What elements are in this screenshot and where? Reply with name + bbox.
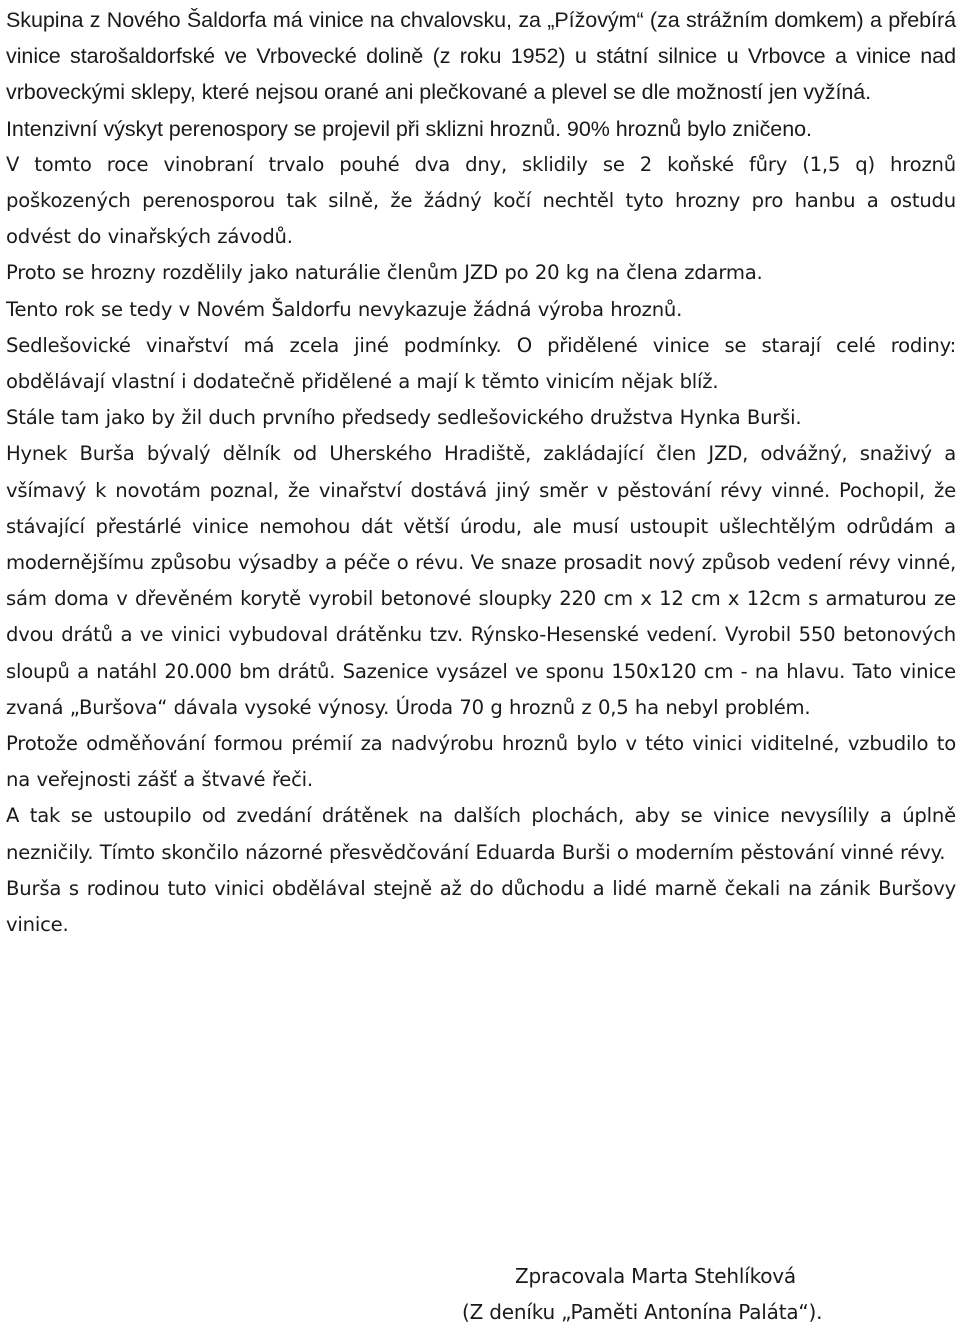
paragraph-distribution: Proto se hrozny rozdělily jako naturálie členům JZD po 20 kg na člena zdarma.	[6, 261, 763, 285]
paragraph-hynek-bursa: Hynek Burša bývalý dělník od Uherského Hradiště, zakládající člen JZD, odvážný, snaživý a všímavý k novotám poznal, že vinařství dostává jiný směr v pěstování révy vinné. Pochopil, že stávající přestárlé vinice nemohou dát větší úrodu, ale musí ustoupit ušlechtělým odrůdám a modernějšímu způsobu výsadby a péče o révu. Ve snaze prosadit nový způsob vedení révy vinné, sám doma v dřevěném korytě vyrobil betonové sloupky 220 cm x 12 cm x 12cm s armaturou ze dvou drátů a ve vinici vybudoval drátěnku tzv. Rýnsko-Hesenské vedení. Vyrobil 550 betonových sloupů a natáhl 20.000 bm drátů. Sazenice vysázel ve sponu 150x120 cm - na hlavu. Tato vinice zvaná „Buršova“ dávala vysoké výnosy. Úroda 70 g hroznů z 0,5 ha nebyl problém.	[6, 442, 956, 719]
paragraph-vineyard-locations: Skupina z Nového Šaldorfa má vinice na chvalovsku, za „Pížovým“ (za strážním domkem) a přebírá vinice starošaldorfské ve Vrbovecké dolině (z roku 1952) u státní silnice u Vrbovce a vinice nad vrboveckými sklepy, které nejsou orané ani plečkované a plevel se dle možností jen vyžíná.	[6, 8, 956, 105]
paragraph-ending: Burša s rodinou tuto vinici obdělával stejně až do důchodu a lidé marně čekali na zánik Buršovy vinice.	[6, 876, 956, 937]
paragraph-bonuses: Protože odměňování formou prémií za nadvýrobu hroznů bylo v této vinici viditelné, vzbudilo to na veřejnosti zášť a štvavé řeči.	[6, 732, 956, 792]
paragraph-retreat: A tak se ustoupilo od zvedání drátěnek na dalších plochách, aby se vinice nevysílily a úplně nezničily. Tímto skončilo názorné přesvědčování Eduarda Burši o moderním pěstování vinné révy.	[6, 804, 956, 864]
signature-block	[462, 1258, 922, 1330]
paragraph-sedlesovice: Sedlešovické vinařství má zcela jiné podmínky. O přidělené vinice se starají celé rodiny: obdělávají vlastní i dodatečně přidělené a mají k těmto vinicím nějak blíž.	[6, 333, 956, 394]
paragraph-perenospora: Intenzivní výskyt perenospory se projevil při sklizni hroznů. 90% hroznů bylo zničeno.	[6, 116, 812, 141]
paragraph-spirit: Stále tam jako by žil duch prvního předsedy sedlešovického družstva Hynka Burši.	[6, 406, 802, 430]
paragraph-no-production: Tento rok se tedy v Novém Šaldorfu nevykazuje žádná výroba hroznů.	[6, 297, 683, 321]
signature-author: Zpracovala Marta Stehlíková	[515, 1264, 796, 1288]
paragraph-harvest: V tomto roce vinobraní trvalo pouhé dva dny, sklidily se 2 koňské fůry (1,5 q) hroznů poškozených perenosporou tak silně, že žádný kočí nechtěl tyto hrozny pro hanbu a ostudu odvést do vinařských závodů.	[6, 152, 956, 249]
document-body	[6, 2, 956, 943]
signature-source: (Z deníku „Paměti Antonína Paláta“).	[462, 1300, 823, 1324]
